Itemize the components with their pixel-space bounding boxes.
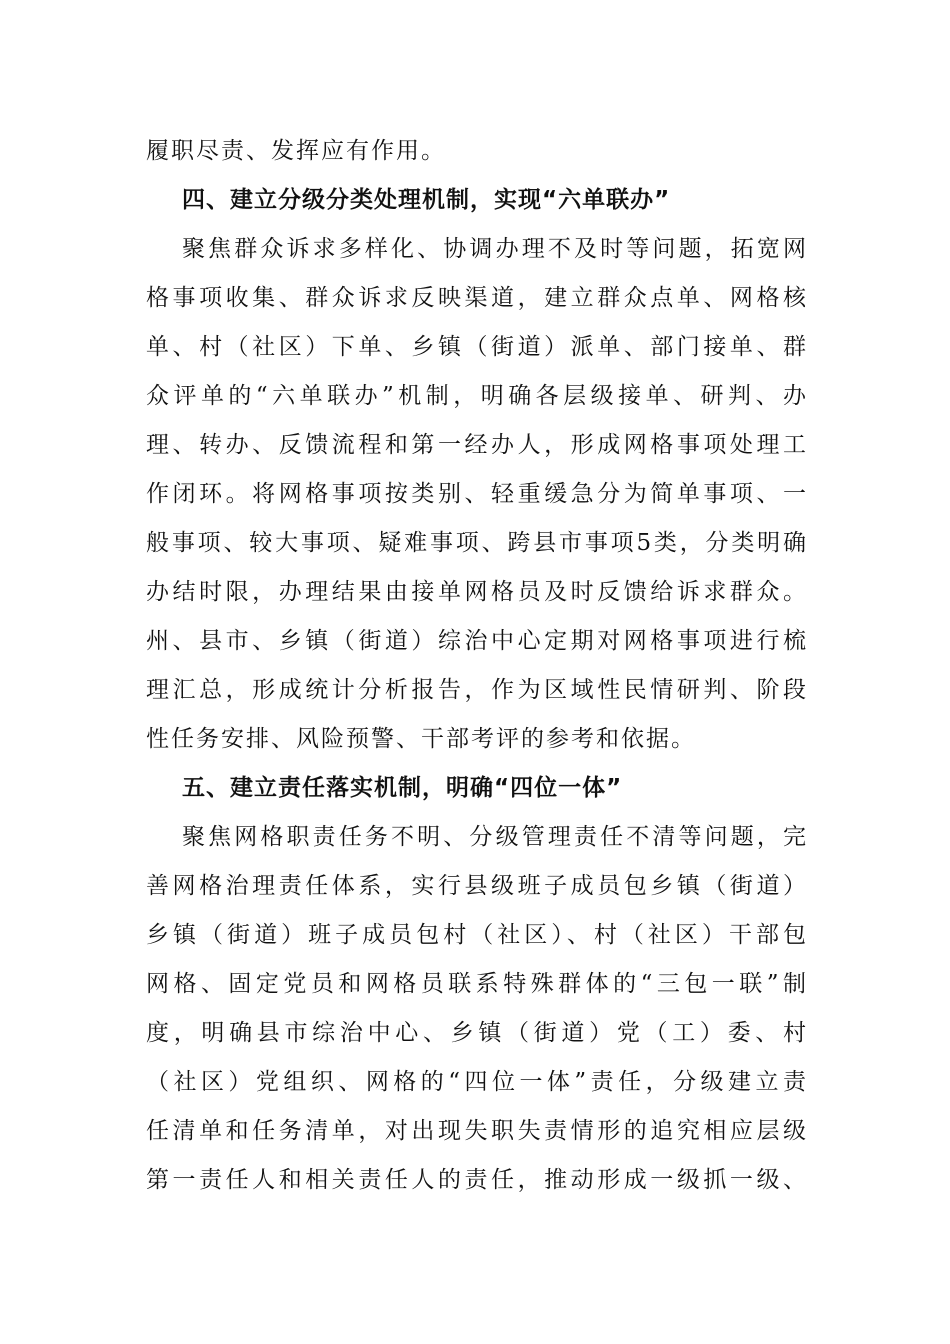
section-heading: 四、建立分级分类处理机制，实现“六单联办” <box>182 187 671 213</box>
paragraph-line: 乡镇（街道）班子成员包村（社区）、村（社区）干部包 <box>146 922 806 948</box>
paragraph-line: 众评单的“六单联办”机制，明确各层级接单、研判、办 <box>146 383 806 409</box>
paragraph-line: 聚焦网格职责任务不明、分级管理责任不清等问题，完 <box>182 824 806 850</box>
paragraph-line: 理、转办、反馈流程和第一经办人，形成网格事项处理工 <box>146 432 806 458</box>
paragraph-line: 第一责任人和相关责任人的责任，推动形成一级抓一级、 <box>146 1167 806 1193</box>
paragraph-line: 理汇总，形成统计分析报告，作为区域性民情研判、阶段 <box>146 677 806 703</box>
paragraph-line: 作闭环。将网格事项按类别、轻重缓急分为简单事项、一 <box>146 481 806 507</box>
document-body <box>146 127 806 1205</box>
paragraph-line: 单、村（社区）下单、乡镇（街道）派单、部门接单、群 <box>146 334 806 360</box>
paragraph-line: 任清单和任务清单，对出现失职失责情形的追究相应层级 <box>146 1118 806 1144</box>
paragraph-line: 度，明确县市综治中心、乡镇（街道）党（工）委、村 <box>146 1020 806 1046</box>
paragraph-line: 办结时限，办理结果由接单网格员及时反馈给诉求群众。 <box>146 579 806 605</box>
paragraph-line: 履职尽责、发挥应有作用。 <box>146 138 446 164</box>
paragraph-line: 般事项、较大事项、疑难事项、跨县市事项5类，分类明确 <box>146 530 806 556</box>
paragraph-line: 善网格治理责任体系，实行县级班子成员包乡镇（街道） <box>146 873 806 899</box>
paragraph-line: 格事项收集、群众诉求反映渠道，建立群众点单、网格核 <box>146 285 806 311</box>
paragraph-line: 性任务安排、风险预警、干部考评的参考和依据。 <box>146 726 696 752</box>
paragraph-line: （社区）党组织、网格的“四位一体”责任，分级建立责 <box>146 1069 806 1095</box>
section-heading: 五、建立责任落实机制，明确“四位一体” <box>182 775 623 801</box>
paragraph-line: 聚焦群众诉求多样化、协调办理不及时等问题，拓宽网 <box>182 236 806 262</box>
paragraph-line: 州、县市、乡镇（街道）综治中心定期对网格事项进行梳 <box>146 628 806 654</box>
paragraph-line: 网格、固定党员和网格员联系特殊群体的“三包一联”制 <box>146 971 806 997</box>
